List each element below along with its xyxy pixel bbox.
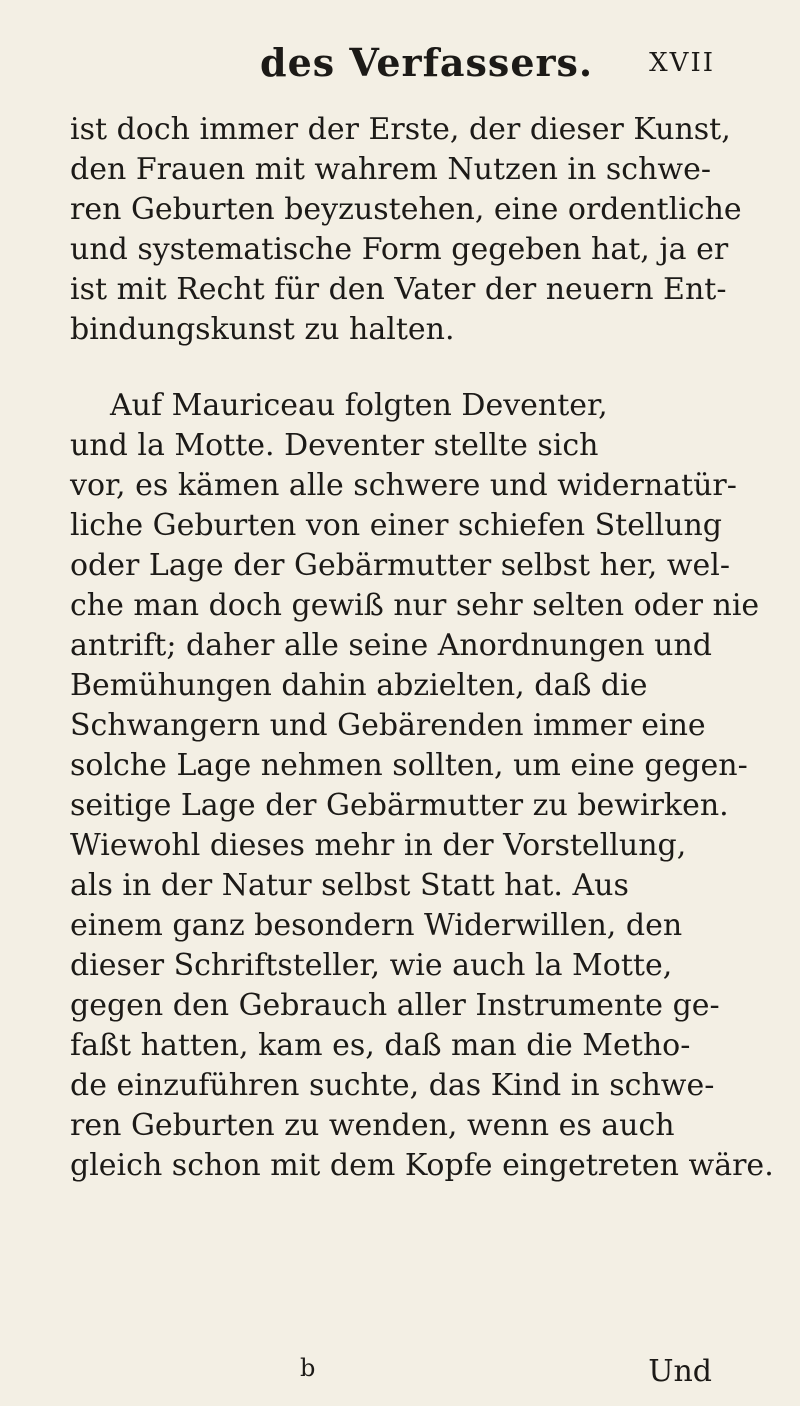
running-title: des Verfassers. — [260, 40, 594, 85]
running-header — [0, 40, 800, 90]
text-line: Bemühungen dahin abzielten, daß die — [70, 668, 648, 703]
paragraph-1 — [70, 110, 742, 350]
text-line: als in der Natur selbst Statt hat. Aus — [70, 868, 629, 903]
text-line: den Frauen mit wahrem Nutzen in schwe- — [70, 152, 711, 187]
text-line: faßt hatten, kam es, daß man die Metho- — [70, 1028, 691, 1063]
text-line: dieser Schriftsteller, wie auch la Motte, — [70, 948, 673, 983]
text-line: ren Geburten beyzustehen, eine ordentliche — [70, 192, 742, 227]
text-line: Schwangern und Gebärenden immer eine — [70, 708, 706, 743]
text-line: Wiewohl dieses mehr in der Vorstellung, — [70, 828, 687, 863]
text-line: solche Lage nehmen sollten, um eine gegen- — [70, 748, 748, 783]
text-line: liche Geburten von einer schiefen Stellung — [70, 508, 723, 543]
page-footer — [0, 1354, 800, 1394]
paragraph-2 — [70, 386, 774, 1186]
text-line: ren Geburten zu wenden, wenn es auch — [70, 1108, 675, 1143]
catchword: Und — [648, 1354, 712, 1389]
text-line: bindungskunst zu halten. — [70, 312, 455, 347]
body-text — [70, 110, 774, 1186]
text-line: che man doch gewiß nur sehr selten oder nie — [70, 588, 760, 623]
text-line: oder Lage der Gebärmutter selbst her, wel- — [70, 548, 730, 583]
paragraph-spacer — [70, 350, 730, 386]
text-line: gegen den Gebrauch aller Instrumente ge- — [70, 988, 720, 1023]
text-line: ist mit Recht für den Vater der neuern Ent- — [70, 272, 727, 307]
text-line: einem ganz besondern Widerwillen, den — [70, 908, 683, 943]
text-line: und systematische Form gegeben hat, ja er — [70, 232, 729, 267]
text-line: vor, es kämen alle schwere und widernatür- — [70, 468, 737, 503]
text-line: de einzuführen suchte, das Kind in schwe- — [70, 1068, 715, 1103]
text-line: gleich schon mit dem Kopfe eingetreten wäre. — [70, 1148, 774, 1183]
page-number: XVII — [649, 48, 715, 78]
text-line: antrift; daher alle seine Anordnungen und — [70, 628, 712, 663]
text-line: Auf Mauriceau folgten Deventer, — [110, 388, 608, 423]
text-line: und la Motte. Deventer stellte sich — [70, 428, 599, 463]
text-line: seitige Lage der Gebärmutter zu bewirken. — [70, 788, 729, 823]
text-line: ist doch immer der Erste, der dieser Kunst, — [70, 112, 731, 147]
signature-mark: b — [300, 1354, 316, 1382]
